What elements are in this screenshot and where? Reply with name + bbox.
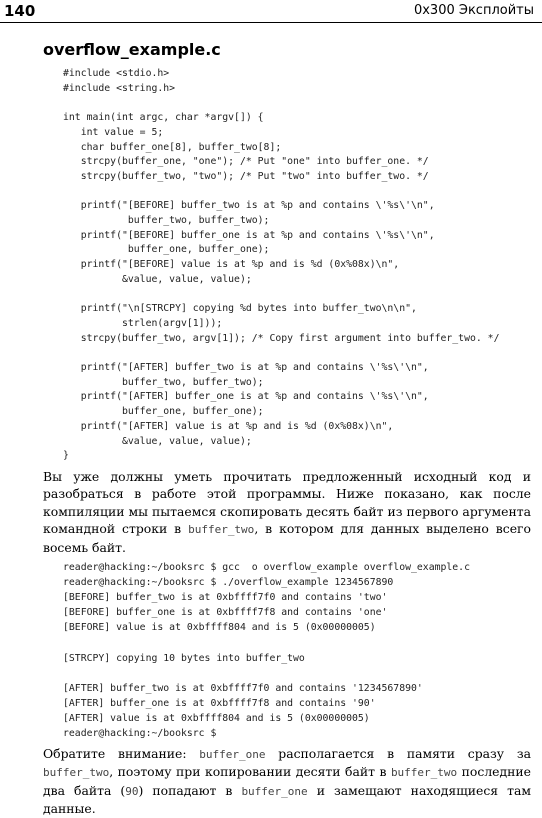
code-line: strlen(argv[1])); <box>63 317 223 329</box>
code-line: int value = 5; <box>63 126 164 138</box>
paragraph-text: Вы уже должны уметь прочитать предложенный исходный код и разобраться в работе этой программы. Ниже показано, как после компиляции мы пытаемся скопировать десять байт из первого аргумента командной строки в <box>43 469 531 537</box>
code-line: buffer_one, buffer_one); <box>63 244 270 256</box>
paragraph-text: Обратите внимание: <box>43 746 200 761</box>
code-line: buffer_two, buffer_two); <box>63 215 270 227</box>
paragraph-text: , в котором для данных выделено всего восемь байт. <box>43 521 532 555</box>
code-line <box>63 185 499 200</box>
shell-line: [AFTER] buffer_two is at 0xbffff7f0 and contains '1234567890' <box>63 682 423 694</box>
shell-line: [BEFORE] value is at 0xbffff804 and is 5 (0x00000005) <box>63 622 376 634</box>
inline-code: 90 <box>125 784 139 798</box>
paragraph-text: , поэтому при копировании десяти байт в <box>109 764 391 780</box>
code-line <box>63 288 499 303</box>
code-line: strcpy(buffer_two, argv[1]); /* Copy first argument into buffer_two. */ <box>63 332 500 344</box>
paragraph-text: и замещают находящиеся там данные. <box>43 782 532 817</box>
shell-output <box>63 560 470 741</box>
shell-line <box>63 635 470 650</box>
inline-code: buffer_two <box>188 523 255 537</box>
shell-line: [STRCPY] copying 10 bytes into buffer_two <box>63 652 305 664</box>
code-line: } <box>63 450 69 462</box>
shell-line: [BEFORE] buffer_two is at 0xbffff7f0 and contains 'two' <box>63 592 388 604</box>
inline-code: buffer_one <box>241 784 308 798</box>
paragraph-text: ) попадают в <box>138 782 242 798</box>
shell-line: [AFTER] buffer_one is at 0xbffff7f8 and contains '90' <box>63 697 376 709</box>
code-line: #include <stdio.h> <box>63 68 170 79</box>
code-line: printf("[BEFORE] buffer_one is at %p and contains \'%s\'\n", <box>63 229 435 241</box>
chapter-title: 0x300 Эксплойты <box>413 3 534 18</box>
page-number: 140 <box>4 2 36 20</box>
code-line: printf("[BEFORE] buffer_two is at %p and contains \'%s\'\n", <box>63 200 435 212</box>
code-line <box>63 96 499 111</box>
code-line <box>63 346 499 361</box>
code-line: printf("\n[STRCPY] copying %d bytes into buffer_two\n\n", <box>63 303 417 315</box>
inline-code: buffer_one <box>199 748 266 761</box>
code-line: #include <string.h> <box>63 82 176 94</box>
inline-code: buffer_two <box>43 766 110 780</box>
code-line: &value, value, value); <box>63 435 252 447</box>
shell-line: [AFTER] value is at 0xbffff804 and is 5 (0x00000005) <box>63 712 370 724</box>
paragraph-text: располагается в памяти сразу за <box>265 746 531 761</box>
code-line: strcpy(buffer_two, "two"); /* Put "two" into buffer_two. */ <box>63 170 429 182</box>
shell-line: [BEFORE] buffer_one is at 0xbffff7f8 and contains 'one' <box>63 607 388 619</box>
code-line: printf("[AFTER] value is at %p and is %d (0x%08x)\n", <box>63 420 394 432</box>
code-line: buffer_one, buffer_one); <box>63 406 264 418</box>
code-line: printf("[AFTER] buffer_one is at %p and contains \'%s\'\n", <box>63 391 429 403</box>
section-title: overflow_example.c <box>43 40 221 59</box>
inline-code: buffer_two <box>390 766 458 780</box>
code-line: printf("[AFTER] buffer_two is at %p and contains \'%s\'\n", <box>63 362 429 374</box>
code-line: printf("[BEFORE] value is at %p and is %d (0x%08x)\n", <box>63 259 400 271</box>
code-line: strcpy(buffer_one, "one"); /* Put "one" into buffer_one. */ <box>63 156 429 168</box>
paragraph-text: последние два байта ( <box>43 764 531 798</box>
shell-line: reader@hacking:~/booksrc $ gcc o overflow_example overflow_example.c <box>63 562 470 573</box>
paragraph-note <box>43 745 531 818</box>
page-header <box>0 0 542 23</box>
code-line: buffer_two, buffer_two); <box>63 376 264 388</box>
code-line: int main(int argc, char *argv[]) { <box>63 112 264 124</box>
shell-line: reader@hacking:~/booksrc $ <box>63 728 217 740</box>
shell-line: reader@hacking:~/booksrc $ ./overflow_example 1234567890 <box>63 577 394 589</box>
paragraph-intro <box>43 468 531 556</box>
code-line: &value, value, value); <box>63 273 252 285</box>
shell-line <box>63 666 470 681</box>
code-line: char buffer_one[8], buffer_two[8]; <box>63 141 282 153</box>
code-listing <box>63 67 499 464</box>
